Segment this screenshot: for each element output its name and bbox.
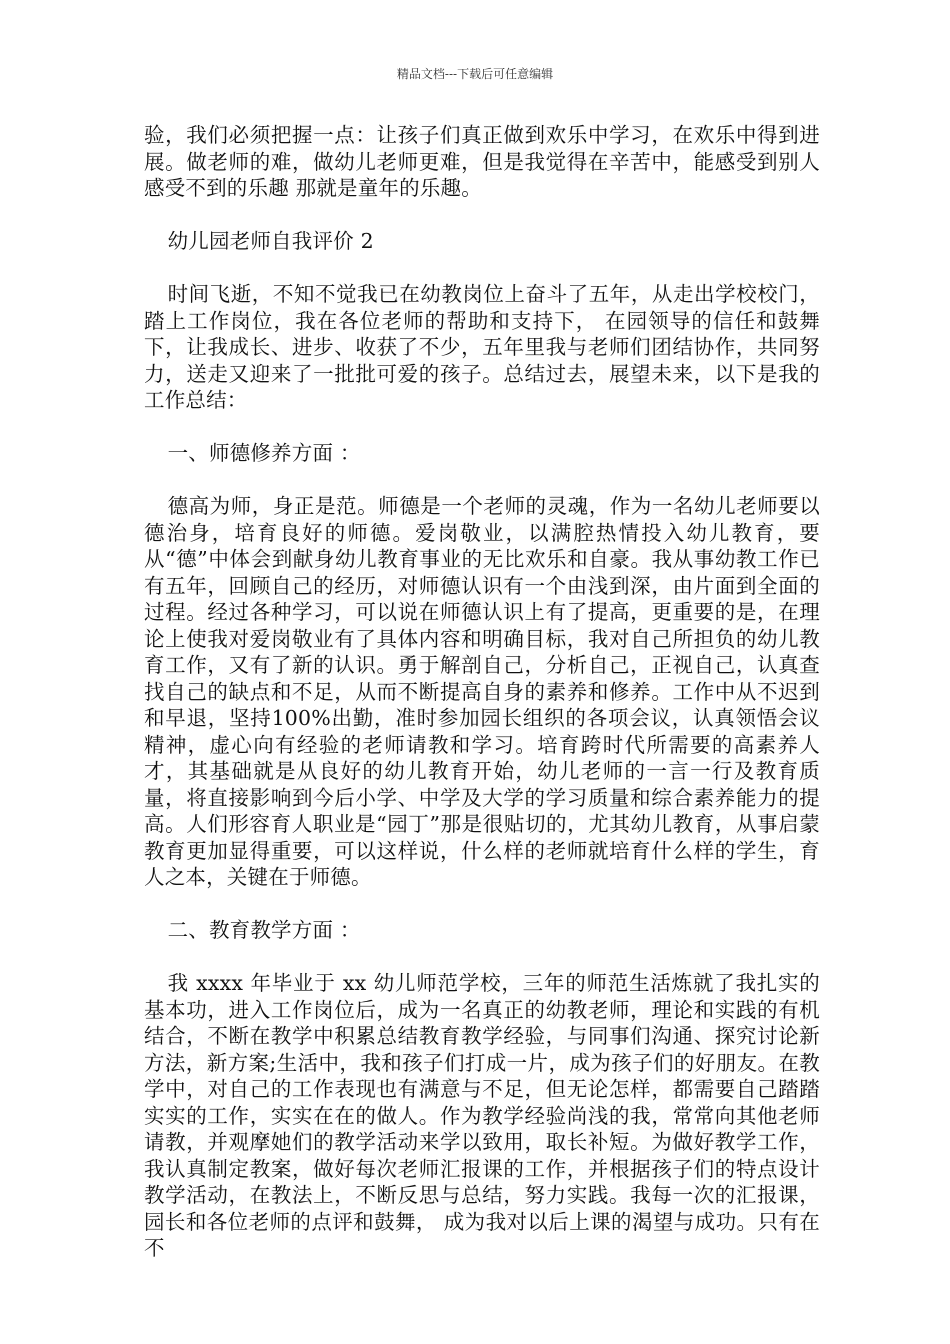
paragraph-gap [144, 944, 820, 971]
heading-teaching: 二、教育教学方面 ： [167, 918, 361, 942]
page-header: 精品文档---下载后可任意编辑 [396, 67, 554, 81]
paragraph-continuation: 验，我们必须把握一点：让孩子们真正做到欢乐中学习，在欢乐中得到进展。做老师的难，做幼儿老师更难，但是我觉得在辛苦中，能感受到别人感受不到的乐趣 那就是童年的乐趣。 [144, 123, 820, 200]
paragraph-gap [144, 414, 820, 441]
paragraph-gap [144, 891, 820, 918]
paragraph-gap [144, 467, 820, 494]
section-title: 幼儿园老师自我评价 2 [167, 229, 374, 253]
paragraph-gap [144, 255, 820, 282]
paragraph-teaching: 我 xxxx 年毕业于 xx 幼儿师范学校，三年的师范生活炼就了我扎实的基本功，进入工作岗位后，成为一名真正的幼教老师，理论和实践的有机结合，不断在教学中积累总结教育教学经验，与同事们沟通、探究讨论新方法，新方案;生活中，我和孩子们打成一片，成为孩子们的好朋友。在教学中，对自己的工作表现也有满意与不足，但无论怎样，都需要自己踏踏实实的工作，实实在在的做人。作为教学经验尚浅的我，常常向其他老师请教，并观摩她们的教学活动来学以致用，取长补短。为做好教学工作，我认真制定教案，做好每次老师汇报课的工作，并根据孩子们的特点设计教学活动，在教法上，不断反思与总结，努力实践。我每一次的汇报课，园长和各位老师的点评和鼓舞， 成为我对以后上课的渴望与成功。只有在不 [144, 971, 820, 1260]
paragraph-gap [144, 202, 820, 229]
document-body [144, 122, 820, 1262]
paragraph-ethics: 德高为师，身正是范。师德是一个老师的灵魂，作为一名幼儿老师要以德治身，培育良好的师德。爱岗敬业，以满腔热情投入幼儿教育，要从“德”中体会到献身幼儿教育事业的无比欢乐和自豪。我从事幼教工作已有五年，回顾自己的经历，对师德认识有一个由浅到深，由片面到全面的过程。经过各种学习，可以说在师德认识上有了提高，更重要的是，在理论上使我对爱岗敬业有了具体内容和明确目标，我对自己所担负的幼儿教育工作，又有了新的认识。勇于解剖自己，分析自己，正视自己，认真查找自己的缺点和不足，从而不断提高自身的素养和修养。工作中从不迟到和早退，坚持100%出勤，准时参加园长组织的各项会议，认真领悟会议精神，虚心向有经验的老师请教和学习。培育跨时代所需要的高素养人才，其基础就是从良好的幼儿教育开始，幼儿老师的一言一行及教育质量，将直接影响到今后小学、中学及大学的学习质量和综合素养能力的提高。人们形容育人职业是“园丁”那是很贴切的，尤其幼儿教育，从事启蒙教育更加显得重要，可以这样说，什么样的老师就培育什么样的学生，育人之本，关键在于师德。 [144, 494, 820, 889]
paragraph-intro: 时间飞逝，不知不觉我已在幼教岗位上奋斗了五年，从走出学校校门，踏上工作岗位，我在各位老师的帮助和支持下， 在园领导的信任和鼓舞下，让我成长、进步、收获了不少，五年里我与老师们团结协作，共同努力，送走又迎来了一批批可爱的孩子。总结过去，展望未来，以下是我的工作总结： [144, 282, 820, 412]
heading-ethics: 一、师德修养方面 ： [167, 441, 361, 465]
